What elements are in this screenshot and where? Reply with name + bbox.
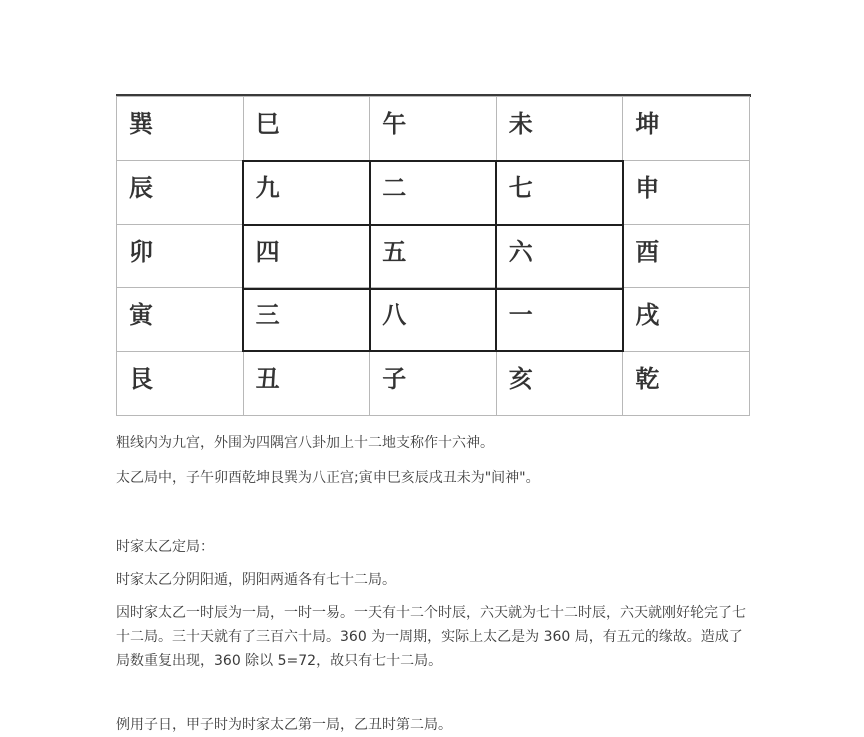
table-cell xyxy=(623,288,750,352)
cell-text: 亥 xyxy=(508,365,533,394)
cell-text: 五 xyxy=(382,237,407,266)
table-cell xyxy=(623,224,750,288)
table-cell xyxy=(496,97,623,161)
table-cell xyxy=(117,288,244,352)
paragraph-nine-palace-note: 粗线内为九宫，外围为四隅宫八卦加上十二地支称作十六神。 xyxy=(116,435,494,451)
cell-text: 卯 xyxy=(129,237,153,266)
table-row xyxy=(117,352,750,416)
table-cell xyxy=(370,97,497,161)
cell-text: 酉 xyxy=(635,237,660,266)
table-cell xyxy=(117,160,244,224)
cell-text: 丑 xyxy=(255,365,280,394)
cell-text: 坤 xyxy=(635,110,660,138)
cell-text: 四 xyxy=(255,237,280,266)
table-cell xyxy=(243,160,370,224)
table-cell xyxy=(496,352,623,416)
table-cell xyxy=(243,352,370,416)
table-cell xyxy=(496,288,623,352)
cell-text: 巳 xyxy=(255,110,280,138)
cell-text: 申 xyxy=(635,173,660,202)
table-cell xyxy=(370,352,497,416)
table-row xyxy=(117,224,750,288)
cell-text: 未 xyxy=(508,110,533,138)
table-cell xyxy=(117,224,244,288)
cell-text: 三 xyxy=(255,301,280,330)
table-cell xyxy=(370,288,497,352)
table-cell xyxy=(623,352,750,416)
cell-text: 八 xyxy=(382,301,407,330)
cell-text: 一 xyxy=(508,301,533,330)
paragraph-yin-yang: 时家太乙分阴阳遁，阴阳两遁各有七十二局。 xyxy=(116,572,396,588)
table-row xyxy=(117,160,750,224)
cell-text: 子 xyxy=(382,365,407,394)
cell-text: 戌 xyxy=(635,301,660,330)
cell-text: 寅 xyxy=(129,301,153,330)
table-cell xyxy=(243,97,370,161)
paragraph-example: 例用子日，甲子时为时家太乙第一局，乙丑时第二局。 xyxy=(116,717,452,733)
cell-text: 巽 xyxy=(129,110,153,138)
paragraph-eight-palaces: 太乙局中，子午卯酉乾坤艮巽为八正宫;寅申巳亥辰戌丑未为"间神"。 xyxy=(116,470,540,486)
table-cell xyxy=(243,288,370,352)
paragraph-explanation: 因时家太乙一时辰为一局，一时一易。一天有十二个时辰，六天就为七十二时辰，六天就刚好轮完了七十二局。三十天就有了三百六十局。360 为一周期，实际上太乙是为 360 局，有五元的缘故。造成了局数重复出现，360 除以 5=72，故只有七十二局。 xyxy=(116,605,746,669)
section-heading: 时家太乙定局： xyxy=(116,539,214,555)
cell-text: 九 xyxy=(255,173,280,202)
cell-text: 七 xyxy=(508,173,533,202)
cell-text: 午 xyxy=(382,110,407,138)
table-cell xyxy=(496,160,623,224)
table-cell xyxy=(496,224,623,288)
table-cell xyxy=(243,224,370,288)
cell-text: 乾 xyxy=(635,365,660,394)
table-cell xyxy=(117,97,244,161)
sixteen-gods-table xyxy=(116,96,750,416)
cell-text: 六 xyxy=(508,237,533,266)
table-row xyxy=(117,288,750,352)
cell-text: 辰 xyxy=(129,173,153,202)
table-cell xyxy=(623,97,750,161)
cell-text: 艮 xyxy=(129,365,153,394)
cell-text: 二 xyxy=(382,173,407,202)
table-row xyxy=(117,97,750,161)
table-cell xyxy=(370,160,497,224)
table-cell xyxy=(370,224,497,288)
table-cell xyxy=(623,160,750,224)
table-cell xyxy=(117,352,244,416)
